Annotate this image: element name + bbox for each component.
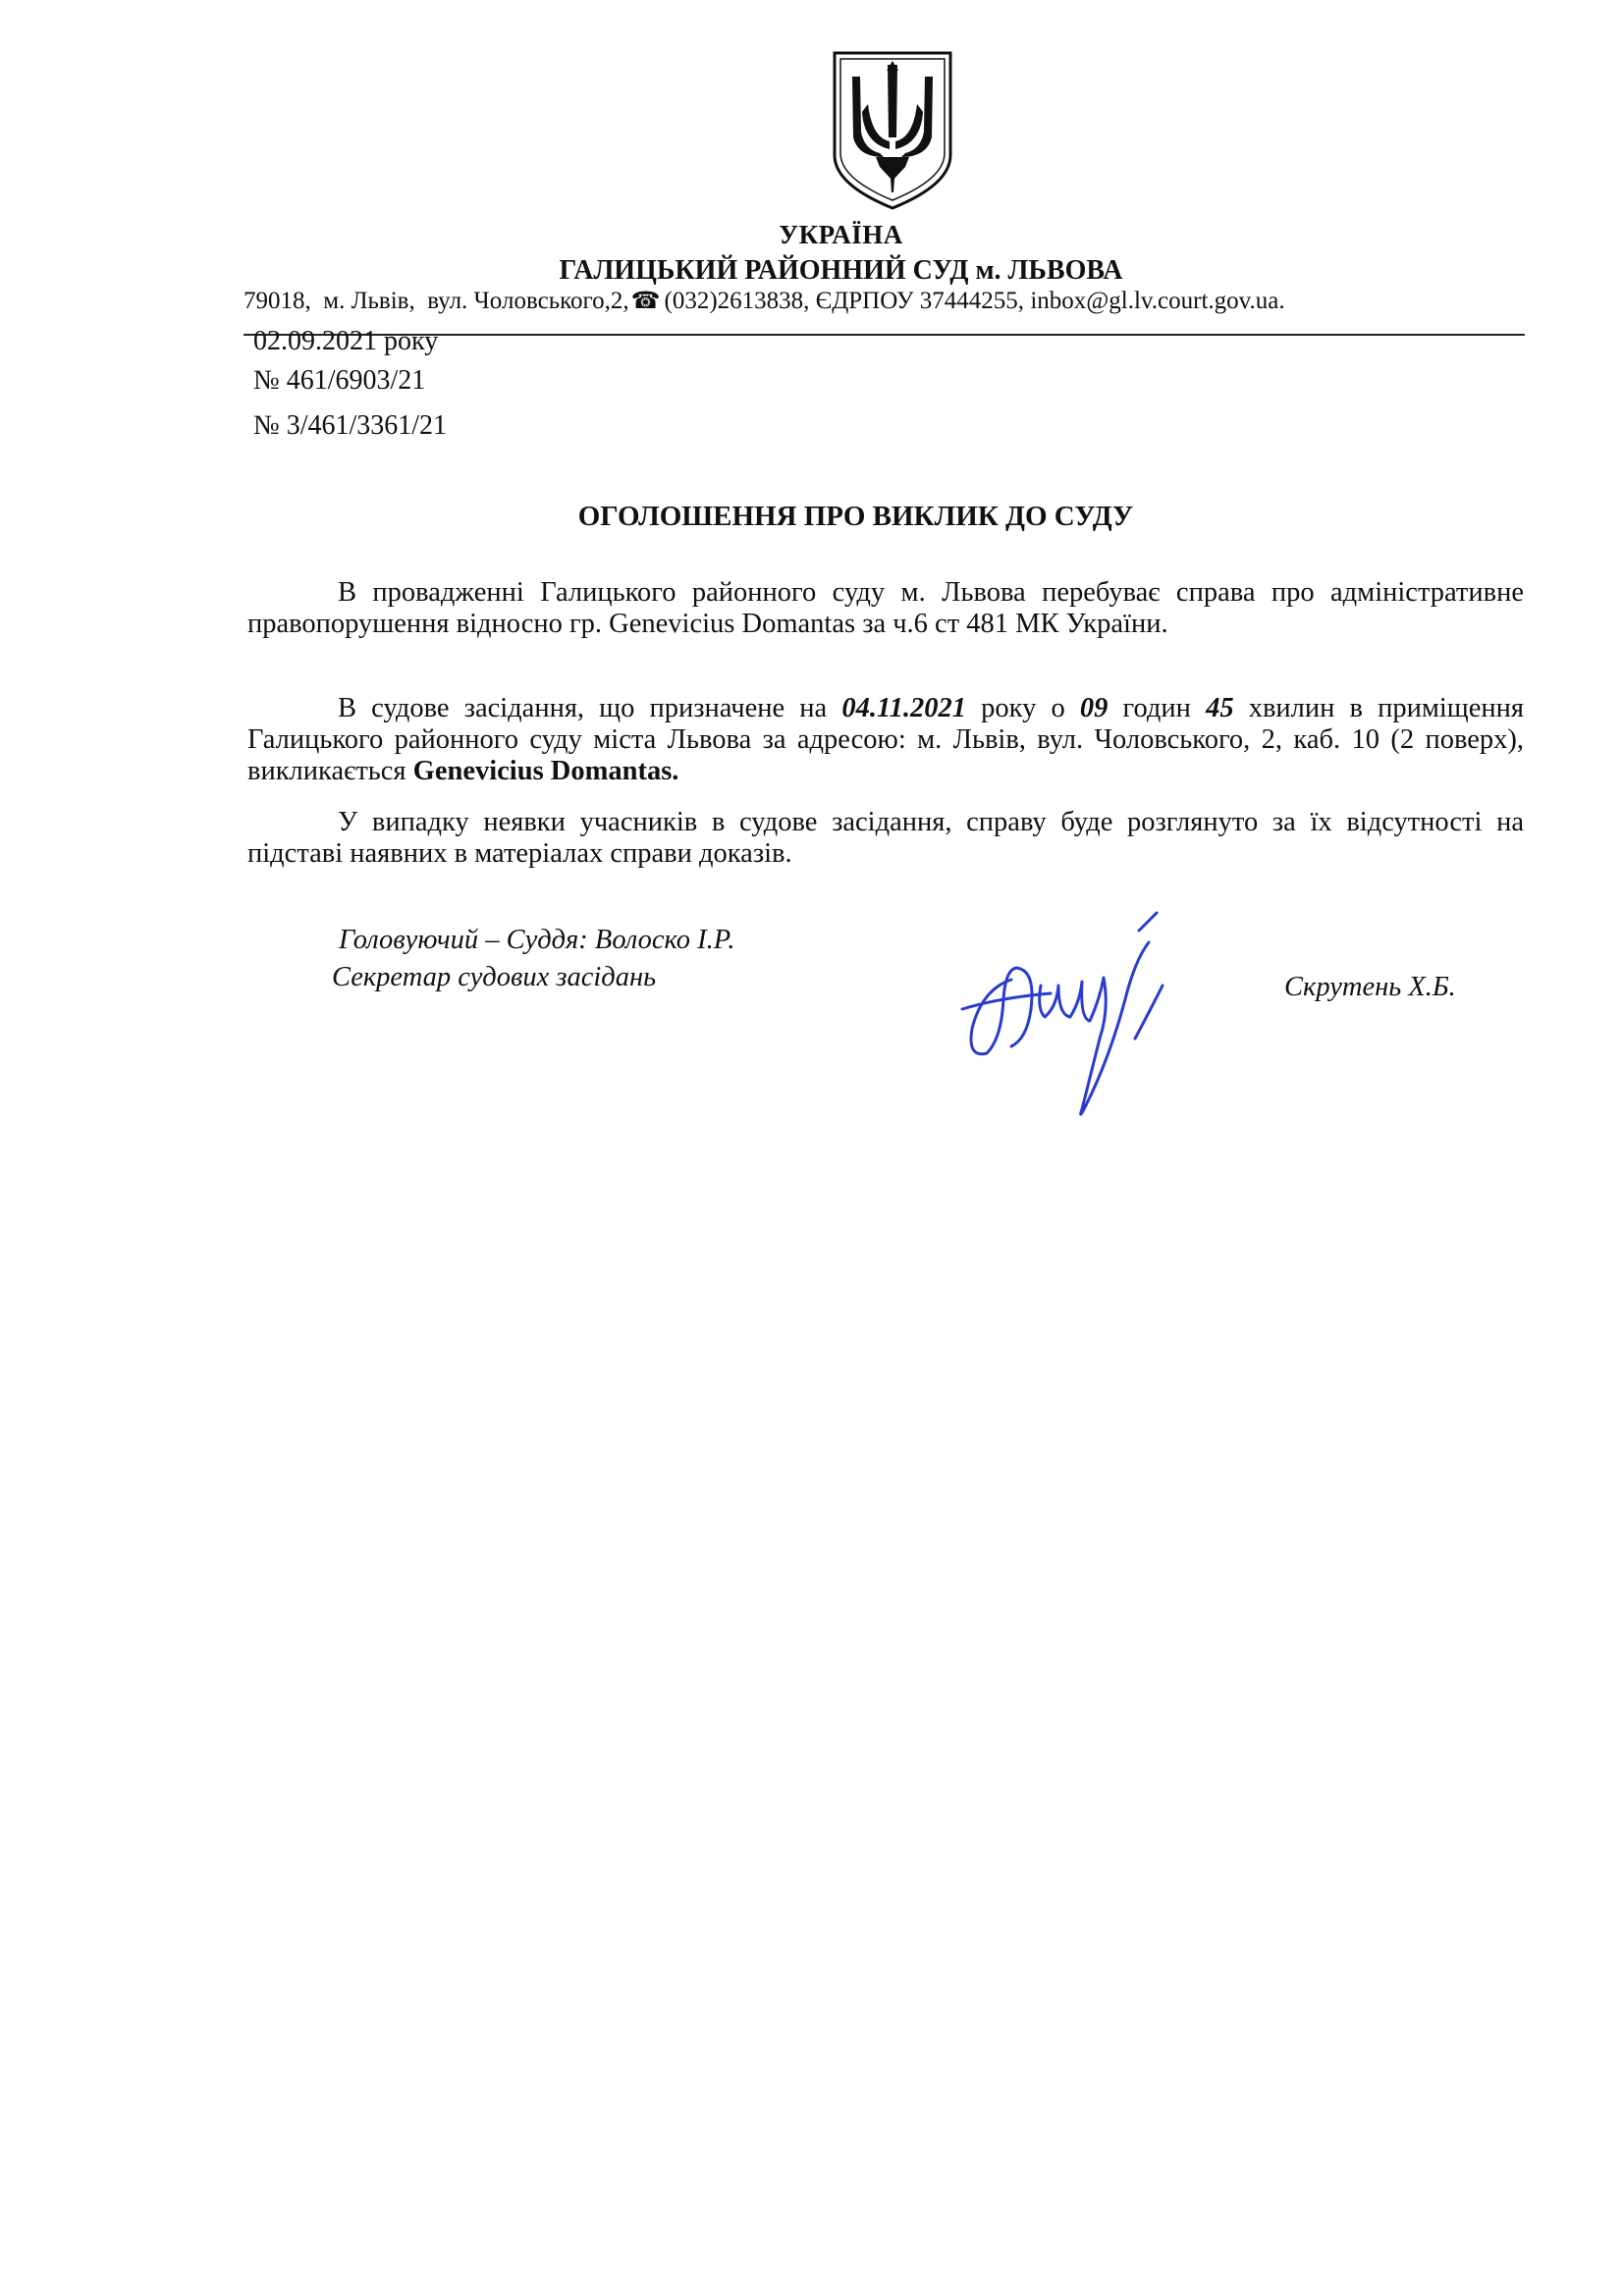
coat-of-arms-icon: [829, 47, 956, 212]
hearing-date: 04.11.2021: [841, 693, 967, 723]
phone-icon: ☎: [630, 289, 661, 314]
paragraph-2: [247, 693, 1524, 787]
summoned-person: Genevicius Domantas.: [412, 756, 679, 786]
secretary-title: Секретар судових засідань: [332, 962, 657, 992]
document-title: ОГОЛОШЕННЯ ПРО ВИКЛИК ДО СУДУ: [577, 501, 1134, 532]
p2-text-b: року о: [966, 693, 1080, 723]
paragraph-1: В провадженні Галицького районного суду м. Львова перебуває справа про адміністративне правопорушення відносно гр. Genevicius Domantas за ч.6 ст 481 МК України.: [247, 577, 1524, 639]
court-address: 79018, м. Львів, вул. Чоловського,2,: [243, 288, 629, 314]
handwritten-signature-icon: [943, 891, 1168, 1127]
hearing-hour: 09: [1079, 693, 1109, 723]
edrpou-text: ЄДРПОУ 37444255,: [815, 288, 1025, 314]
court-edrpou: [809, 288, 1030, 315]
p2-text-d: хвилин в приміщення Галицького районного суду міста Львова за адресою: м. Львів, вул. Чоловського, 2, каб. 10 (2 поверх), викликається: [247, 693, 1525, 786]
p2-text-c: годин: [1108, 693, 1207, 723]
country-name: УКРАЇНА: [779, 220, 903, 249]
secretary-name: Скрутень Х.Б.: [1284, 972, 1456, 1002]
p2-text-a: В судове засідання, що призначене на: [338, 693, 842, 723]
judge-line: Головуючий – Суддя: Волоско І.Р.: [339, 925, 735, 955]
court-name: ГАЛИЦЬКИЙ РАЙОННИЙ СУД м. ЛЬВОВА: [559, 255, 1123, 286]
court-contacts: [243, 287, 1520, 315]
case-number: № 461/6903/21: [253, 365, 426, 396]
court-email: inbox@gl.lv.court.gov.ua.: [1030, 288, 1285, 314]
court-phone: (032)2613838,: [664, 288, 810, 314]
proceeding-number: № 3/461/3361/21: [253, 410, 448, 441]
paragraph-3: У випадку неявки учасників в судове засідання, справу буде розглянуто за їх відсутності на підставі наявних в матеріалах справи доказів.: [247, 807, 1524, 869]
document-date: 02.09.2021 року: [253, 326, 439, 356]
hearing-minutes: 45: [1206, 693, 1234, 723]
